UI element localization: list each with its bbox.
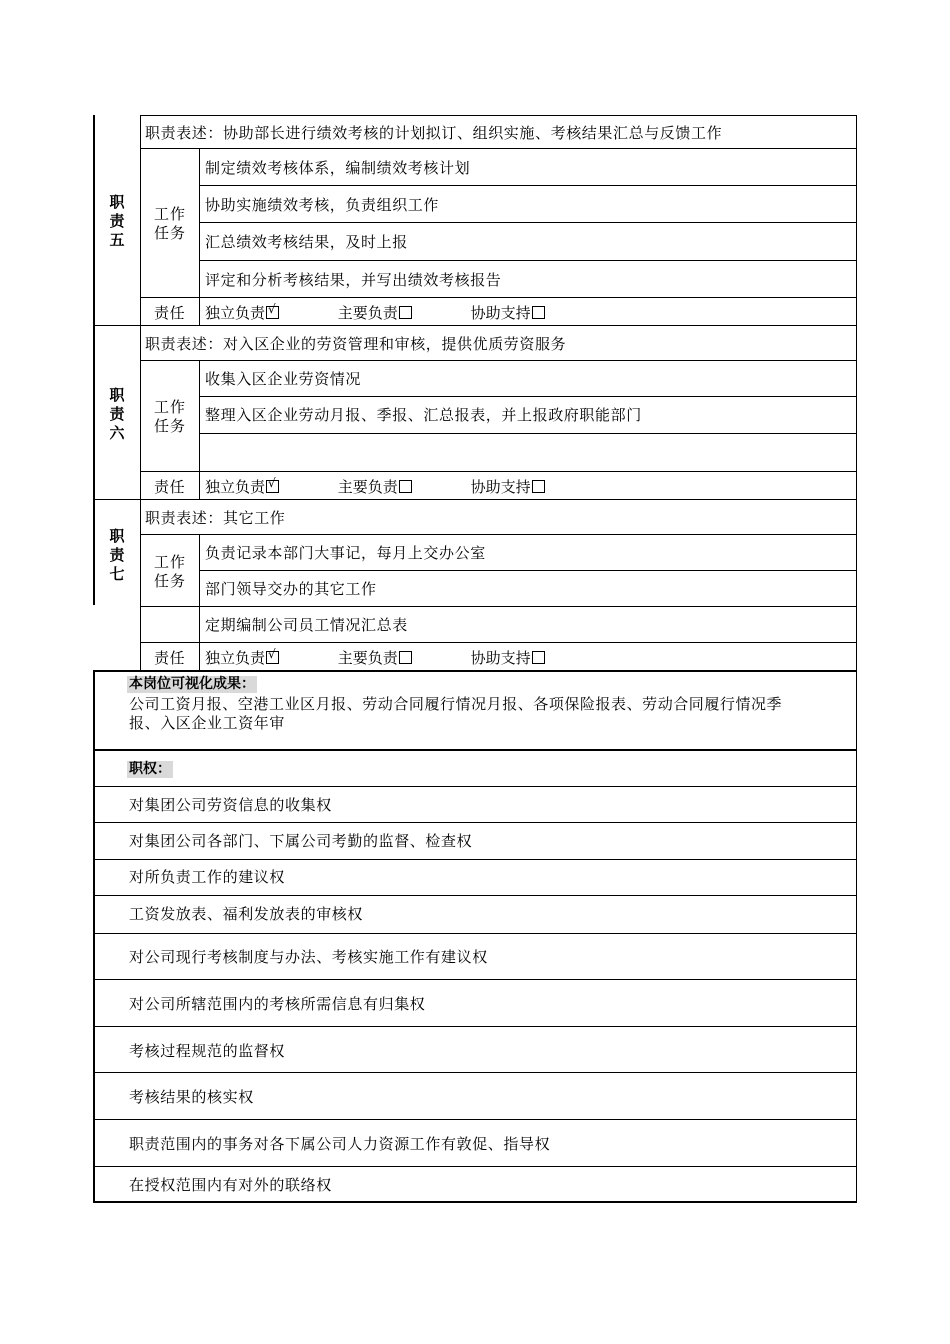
row-line bbox=[93, 325, 857, 326]
duty5-resp-label: 责任 bbox=[154, 304, 186, 322]
row-line bbox=[93, 859, 857, 860]
col-divider-side bbox=[140, 115, 141, 670]
results-heading: 本岗位可视化成果： bbox=[129, 676, 255, 692]
row-line bbox=[93, 1166, 857, 1167]
duty7-resp-label: 责任 bbox=[154, 649, 186, 667]
duty5-opt-independent: 独立负责√ bbox=[205, 304, 279, 322]
duty7-opt-independent: 独立负责√ bbox=[205, 649, 279, 667]
row-line bbox=[199, 570, 857, 571]
checkbox-icon[interactable] bbox=[399, 480, 412, 493]
row-line bbox=[140, 606, 857, 607]
duty6-task-2: 整理入区企业劳动月报、季报、汇总报表，并上报政府职能部门 bbox=[205, 406, 642, 424]
duty6-resp-options bbox=[205, 478, 545, 496]
table-border-right bbox=[856, 115, 857, 1202]
authority-item: 职责范围内的事务对各下属公司人力资源工作有敦促、指导权 bbox=[129, 1135, 551, 1153]
row-line bbox=[140, 360, 857, 361]
row-line bbox=[93, 822, 857, 823]
row-line bbox=[199, 222, 857, 223]
authority-item: 对所负责工作的建议权 bbox=[129, 868, 286, 886]
row-line bbox=[93, 933, 857, 934]
row-line bbox=[199, 185, 857, 186]
duty7-work-label: 工作任务 bbox=[153, 553, 186, 590]
row-line bbox=[93, 979, 857, 980]
row-line bbox=[199, 433, 857, 434]
duty6-statement: 职责表述：对入区企业的劳资管理和审核，提供优质劳资服务 bbox=[145, 335, 567, 353]
authority-item: 对公司现行考核制度与办法、考核实施工作有建议权 bbox=[129, 948, 488, 966]
authority-item: 对公司所辖范围内的考核所需信息有归集权 bbox=[129, 995, 426, 1013]
row-line bbox=[93, 499, 857, 500]
duty6-side-label: 职 责 六 bbox=[109, 386, 125, 442]
row-line bbox=[140, 115, 857, 116]
authority-item: 在授权范围内有对外的联络权 bbox=[129, 1176, 332, 1194]
checkbox-icon[interactable] bbox=[399, 651, 412, 664]
duty7-task-3: 定期编制公司员工情况汇总表 bbox=[205, 616, 408, 634]
authority-heading: 职权： bbox=[129, 761, 171, 777]
row-line bbox=[140, 534, 857, 535]
checkbox-checked-icon[interactable] bbox=[266, 306, 279, 319]
checkbox-checked-icon[interactable] bbox=[266, 480, 279, 493]
row-line bbox=[199, 396, 857, 397]
checkbox-icon[interactable] bbox=[532, 651, 545, 664]
row-line bbox=[93, 786, 857, 787]
row-line bbox=[93, 895, 857, 896]
duty7-side-label: 职 责 七 bbox=[109, 527, 125, 583]
col-divider-work-5 bbox=[199, 148, 200, 325]
duty6-resp-label: 责任 bbox=[154, 478, 186, 496]
duty5-task-1: 制定绩效考核体系，编制绩效考核计划 bbox=[205, 159, 471, 177]
duty7-statement: 职责表述：其它工作 bbox=[145, 509, 286, 527]
duty6-opt-assist: 协助支持 bbox=[471, 478, 545, 496]
duty5-opt-assist: 协助支持 bbox=[471, 304, 545, 322]
checkbox-icon[interactable] bbox=[532, 480, 545, 493]
checkbox-icon[interactable] bbox=[399, 306, 412, 319]
row-line bbox=[140, 148, 857, 149]
checkbox-checked-icon[interactable] bbox=[266, 651, 279, 664]
duty5-task-4: 评定和分析考核结果，并写出绩效考核报告 bbox=[205, 271, 502, 289]
duty5-task-3: 汇总绩效考核结果，及时上报 bbox=[205, 233, 408, 251]
row-line bbox=[140, 297, 857, 298]
duty6-opt-independent: 独立负责√ bbox=[205, 478, 279, 496]
duty5-opt-main: 主要负责 bbox=[338, 304, 412, 322]
table-border-left bbox=[93, 115, 95, 605]
row-line bbox=[140, 642, 857, 643]
duty5-resp-options bbox=[205, 304, 545, 322]
duty7-task-1: 负责记录本部门大事记，每月上交办公室 bbox=[205, 544, 486, 562]
section-line bbox=[93, 670, 857, 672]
duty5-statement: 职责表述：协助部长进行绩效考核的计划拟订、组织实施、考核结果汇总与反馈工作 bbox=[145, 124, 723, 142]
duty7-task-2: 部门领导交办的其它工作 bbox=[205, 580, 377, 598]
checkbox-icon[interactable] bbox=[532, 306, 545, 319]
row-line bbox=[93, 1026, 857, 1027]
authority-item: 对集团公司各部门、下属公司考勤的监督、检查权 bbox=[129, 832, 473, 850]
duty6-work-label: 工作任务 bbox=[153, 398, 186, 435]
row-line bbox=[93, 1072, 857, 1073]
row-line bbox=[93, 1119, 857, 1120]
section-line bbox=[93, 749, 857, 751]
duty7-opt-main: 主要负责 bbox=[338, 649, 412, 667]
authority-item: 考核结果的核实权 bbox=[129, 1088, 254, 1106]
col-divider-work-7 bbox=[199, 534, 200, 670]
authority-item: 对集团公司劳资信息的收集权 bbox=[129, 796, 332, 814]
results-line-1: 公司工资月报、空港工业区月报、劳动合同履行情况月报、各项保险报表、劳动合同履行情况季 bbox=[129, 695, 783, 713]
row-line bbox=[199, 260, 857, 261]
duty6-opt-main: 主要负责 bbox=[338, 478, 412, 496]
duty5-side-label: 职 责 五 bbox=[109, 193, 125, 249]
table-border-bottom bbox=[93, 1201, 857, 1203]
duty6-task-1: 收集入区企业劳资情况 bbox=[205, 370, 362, 388]
duty7-opt-assist: 协助支持 bbox=[471, 649, 545, 667]
duty7-resp-options bbox=[205, 649, 545, 667]
col-divider-work-6 bbox=[199, 360, 200, 499]
results-line-2: 报、入区企业工资年审 bbox=[129, 714, 286, 732]
row-line bbox=[140, 471, 857, 472]
duty5-task-2: 协助实施绩效考核，负责组织工作 bbox=[205, 196, 440, 214]
authority-item: 工资发放表、福利发放表的审核权 bbox=[129, 905, 364, 923]
duty5-work-label: 工作任务 bbox=[153, 205, 186, 242]
authority-item: 考核过程规范的监督权 bbox=[129, 1042, 286, 1060]
